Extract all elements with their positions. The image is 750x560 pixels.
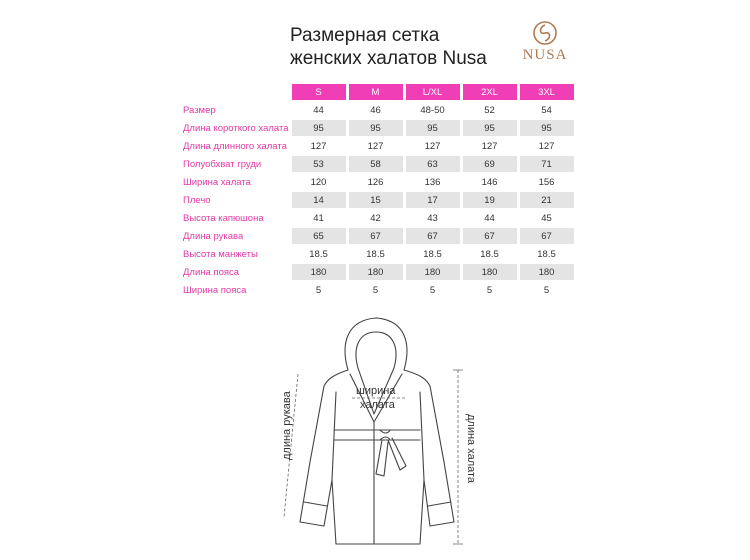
table-cell: 126 (367, 176, 384, 188)
size-column-header: 3XL (520, 84, 574, 100)
row-label: Ширина халата (183, 176, 251, 188)
table-cell: 42 (370, 212, 381, 224)
table-cell: 65 (292, 228, 346, 244)
table-row (179, 264, 574, 280)
table-cell: 14 (292, 192, 346, 208)
table-cell: 95 (292, 120, 346, 136)
table-cell: 180 (349, 264, 403, 280)
table-cell: 63 (406, 156, 460, 172)
size-column-header: M (349, 84, 403, 100)
table-row (179, 102, 574, 118)
table-cell: 18.5 (480, 248, 499, 260)
robe-left-cuff (304, 502, 327, 506)
table-cell: 180 (520, 264, 574, 280)
table-row (179, 282, 574, 298)
table-cell: 180 (406, 264, 460, 280)
table-cell: 127 (538, 140, 555, 152)
row-label: Плечо (183, 194, 211, 206)
table-row (179, 174, 574, 190)
row-label: Длина длинного халата (183, 140, 287, 152)
table-cell: 136 (424, 176, 441, 188)
table-cell: 67 (349, 228, 403, 244)
table-cell: 17 (406, 192, 460, 208)
table-cell: 95 (520, 120, 574, 136)
table-cell: 156 (538, 176, 555, 188)
table-cell: 15 (349, 192, 403, 208)
table-cell: 43 (427, 212, 438, 224)
robe-hood-opening (356, 332, 396, 368)
table-cell: 44 (313, 104, 324, 116)
table-row (179, 156, 574, 172)
row-label: Высота манжеты (183, 248, 258, 260)
table-cell: 67 (406, 228, 460, 244)
table-cell: 46 (370, 104, 381, 116)
table-cell: 95 (406, 120, 460, 136)
table-cell: 71 (520, 156, 574, 172)
table-cell: 67 (520, 228, 574, 244)
table-cell: 5 (372, 284, 379, 296)
table-cell: 180 (292, 264, 346, 280)
table-row (179, 210, 574, 226)
size-column-header: S (292, 84, 346, 100)
robe-diagram (270, 312, 485, 557)
table-cell: 120 (310, 176, 327, 188)
table-cell: 69 (463, 156, 517, 172)
table-cell: 127 (481, 140, 498, 152)
table-cell: 5 (429, 284, 436, 296)
table-row (179, 138, 574, 154)
row-label: Длина короткого халата (183, 122, 289, 134)
table-row (179, 120, 574, 136)
table-cell: 180 (463, 264, 517, 280)
table-cell: 146 (481, 176, 498, 188)
table-cell: 127 (424, 140, 441, 152)
robe-right-cuff (428, 502, 451, 506)
table-cell: 44 (484, 212, 495, 224)
page-title (290, 24, 487, 70)
table-cell: 52 (484, 104, 495, 116)
size-column-header: L/XL (406, 84, 460, 100)
title-line-2: женских халатов Nusa (290, 48, 487, 69)
size-table (176, 82, 577, 300)
table-row (179, 192, 574, 208)
robe-hood-outline (345, 318, 407, 370)
table-cell: 127 (310, 140, 327, 152)
table-cell: 21 (520, 192, 574, 208)
robe-belt (334, 430, 420, 440)
header-blank-cell (179, 84, 289, 100)
table-cell: 18.5 (537, 248, 556, 260)
table-cell: 95 (349, 120, 403, 136)
table-cell: 54 (541, 104, 552, 116)
row-label: Высота капюшона (183, 212, 264, 224)
table-cell: 19 (463, 192, 517, 208)
table-cell: 127 (367, 140, 384, 152)
row-label: Ширина пояса (183, 284, 247, 296)
brand-logo (515, 20, 575, 64)
table-cell: 45 (541, 212, 552, 224)
robe-belt-tail (376, 440, 388, 476)
table-cell: 67 (463, 228, 517, 244)
table-cell: 95 (463, 120, 517, 136)
table-cell: 18.5 (423, 248, 442, 260)
table-cell: 53 (292, 156, 346, 172)
table-cell: 48-50 (420, 104, 445, 116)
table-cell: 5 (315, 284, 322, 296)
sleeve-length-label: длина рукава (281, 391, 293, 460)
robe-length-label: длина халата (465, 414, 477, 484)
table-cell: 18.5 (309, 248, 328, 260)
row-label: Длина рукава (183, 230, 244, 242)
table-cell: 5 (486, 284, 493, 296)
table-cell: 18.5 (366, 248, 385, 260)
row-label: Длина пояса (183, 266, 240, 278)
table-cell: 5 (543, 284, 550, 296)
table-cell: 41 (313, 212, 324, 224)
table-row (179, 228, 574, 244)
row-label: Размер (183, 104, 216, 116)
row-label: Полуобхват груди (183, 158, 262, 170)
table-cell: 58 (349, 156, 403, 172)
size-column-header: 2XL (463, 84, 517, 100)
nusa-swirl-icon (532, 20, 558, 46)
title-line-1: Размерная сетка (290, 25, 440, 46)
robe-width-label-2: халата (360, 399, 395, 411)
size-header-row (179, 84, 574, 100)
brand-name: NUSA (522, 47, 568, 63)
robe-width-label-1: ширина (356, 385, 396, 397)
table-row (179, 246, 574, 262)
